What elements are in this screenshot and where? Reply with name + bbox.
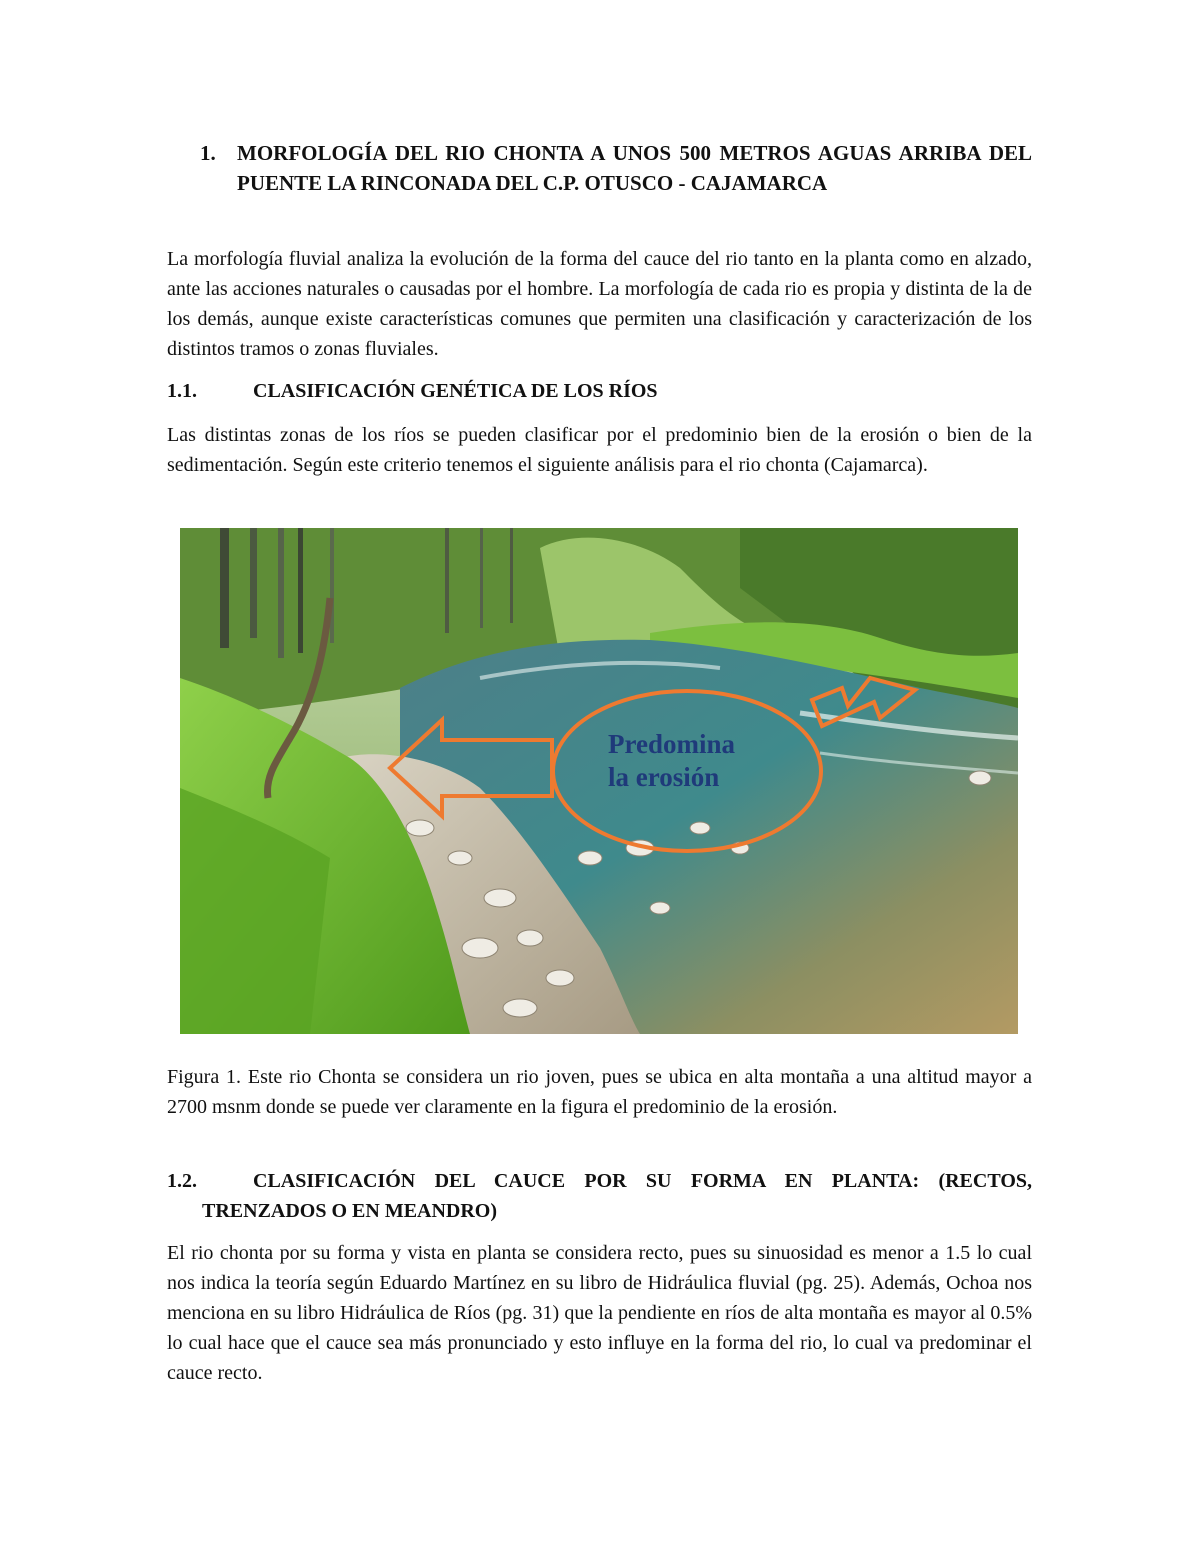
figure-caption: Figura 1. Este rio Chonta se considera un rio joven, pues se ubica en alta montaña a una altitud mayor a 2700 msnm donde se puede ver claramente en la figura el predominio de la erosión. bbox=[167, 1066, 1032, 1118]
paragraph-morphology: La morfología fluvial analiza la evolución de la forma del cauce del rio tanto en la planta como en alzado, ante las acciones naturales o causadas por el hombre. La morfología de cada rio es propia y distinta de la de los demás, aunque existe características comunes que permiten una clasificación y caracterización de los distintos tramos o zonas fluviales. bbox=[167, 248, 1032, 360]
river-photo bbox=[180, 528, 1018, 1034]
section-heading-1-2 bbox=[167, 1166, 1032, 1226]
annotation-line-1: Predomina bbox=[608, 729, 735, 759]
heading-text: MORFOLOGÍA DEL RIO CHONTA A UNOS 500 METROS AGUAS ARRIBA DEL PUENTE LA RINCONADA DEL C.P. OTUSCO - CAJAMARCA bbox=[237, 141, 1032, 195]
paragraph-classification: Las distintas zonas de los ríos se pueden clasificar por el predominio bien de la erosión o bien de la sedimentación. Según este criterio tenemos el siguiente análisis para el rio chonta (Cajamarca). bbox=[167, 424, 1032, 476]
paragraph-channel-form: El rio chonta por su forma y vista en planta se considera recto, pues su sinuosidad es menor a 1.5 lo cual nos indica la teoría según Eduardo Martínez en su libro de Hidráulica fluvial (pg. 25). Además, Ochoa nos menciona en su libro Hidráulica de Ríos (pg. 31) que la pendiente en ríos de alta montaña es mayor al 0.5% lo cual hace que el cauce sea más pronunciado y esto influye en la forma del rio, lo cual va predominar el cauce recto. bbox=[167, 1242, 1032, 1384]
heading-number: 1.2. bbox=[167, 1170, 197, 1192]
heading-text bbox=[202, 1166, 1032, 1226]
heading-text: CLASIFICACIÓN GENÉTICA DE LOS RÍOS bbox=[253, 380, 658, 402]
heading-number: 1. bbox=[200, 141, 216, 165]
heading-number: 1.1. bbox=[167, 380, 197, 402]
heading-text-content: CLASIFICACIÓN DEL CAUCE POR SU FORMA EN PLANTA: (RECTOS, TRENZADOS O EN MEANDRO) bbox=[202, 1170, 1032, 1222]
river-photo-illustration bbox=[180, 528, 1018, 1034]
annotation-line-2: la erosión bbox=[608, 762, 720, 792]
section-heading-1-1 bbox=[167, 376, 1032, 406]
section-heading-1 bbox=[200, 138, 1032, 198]
